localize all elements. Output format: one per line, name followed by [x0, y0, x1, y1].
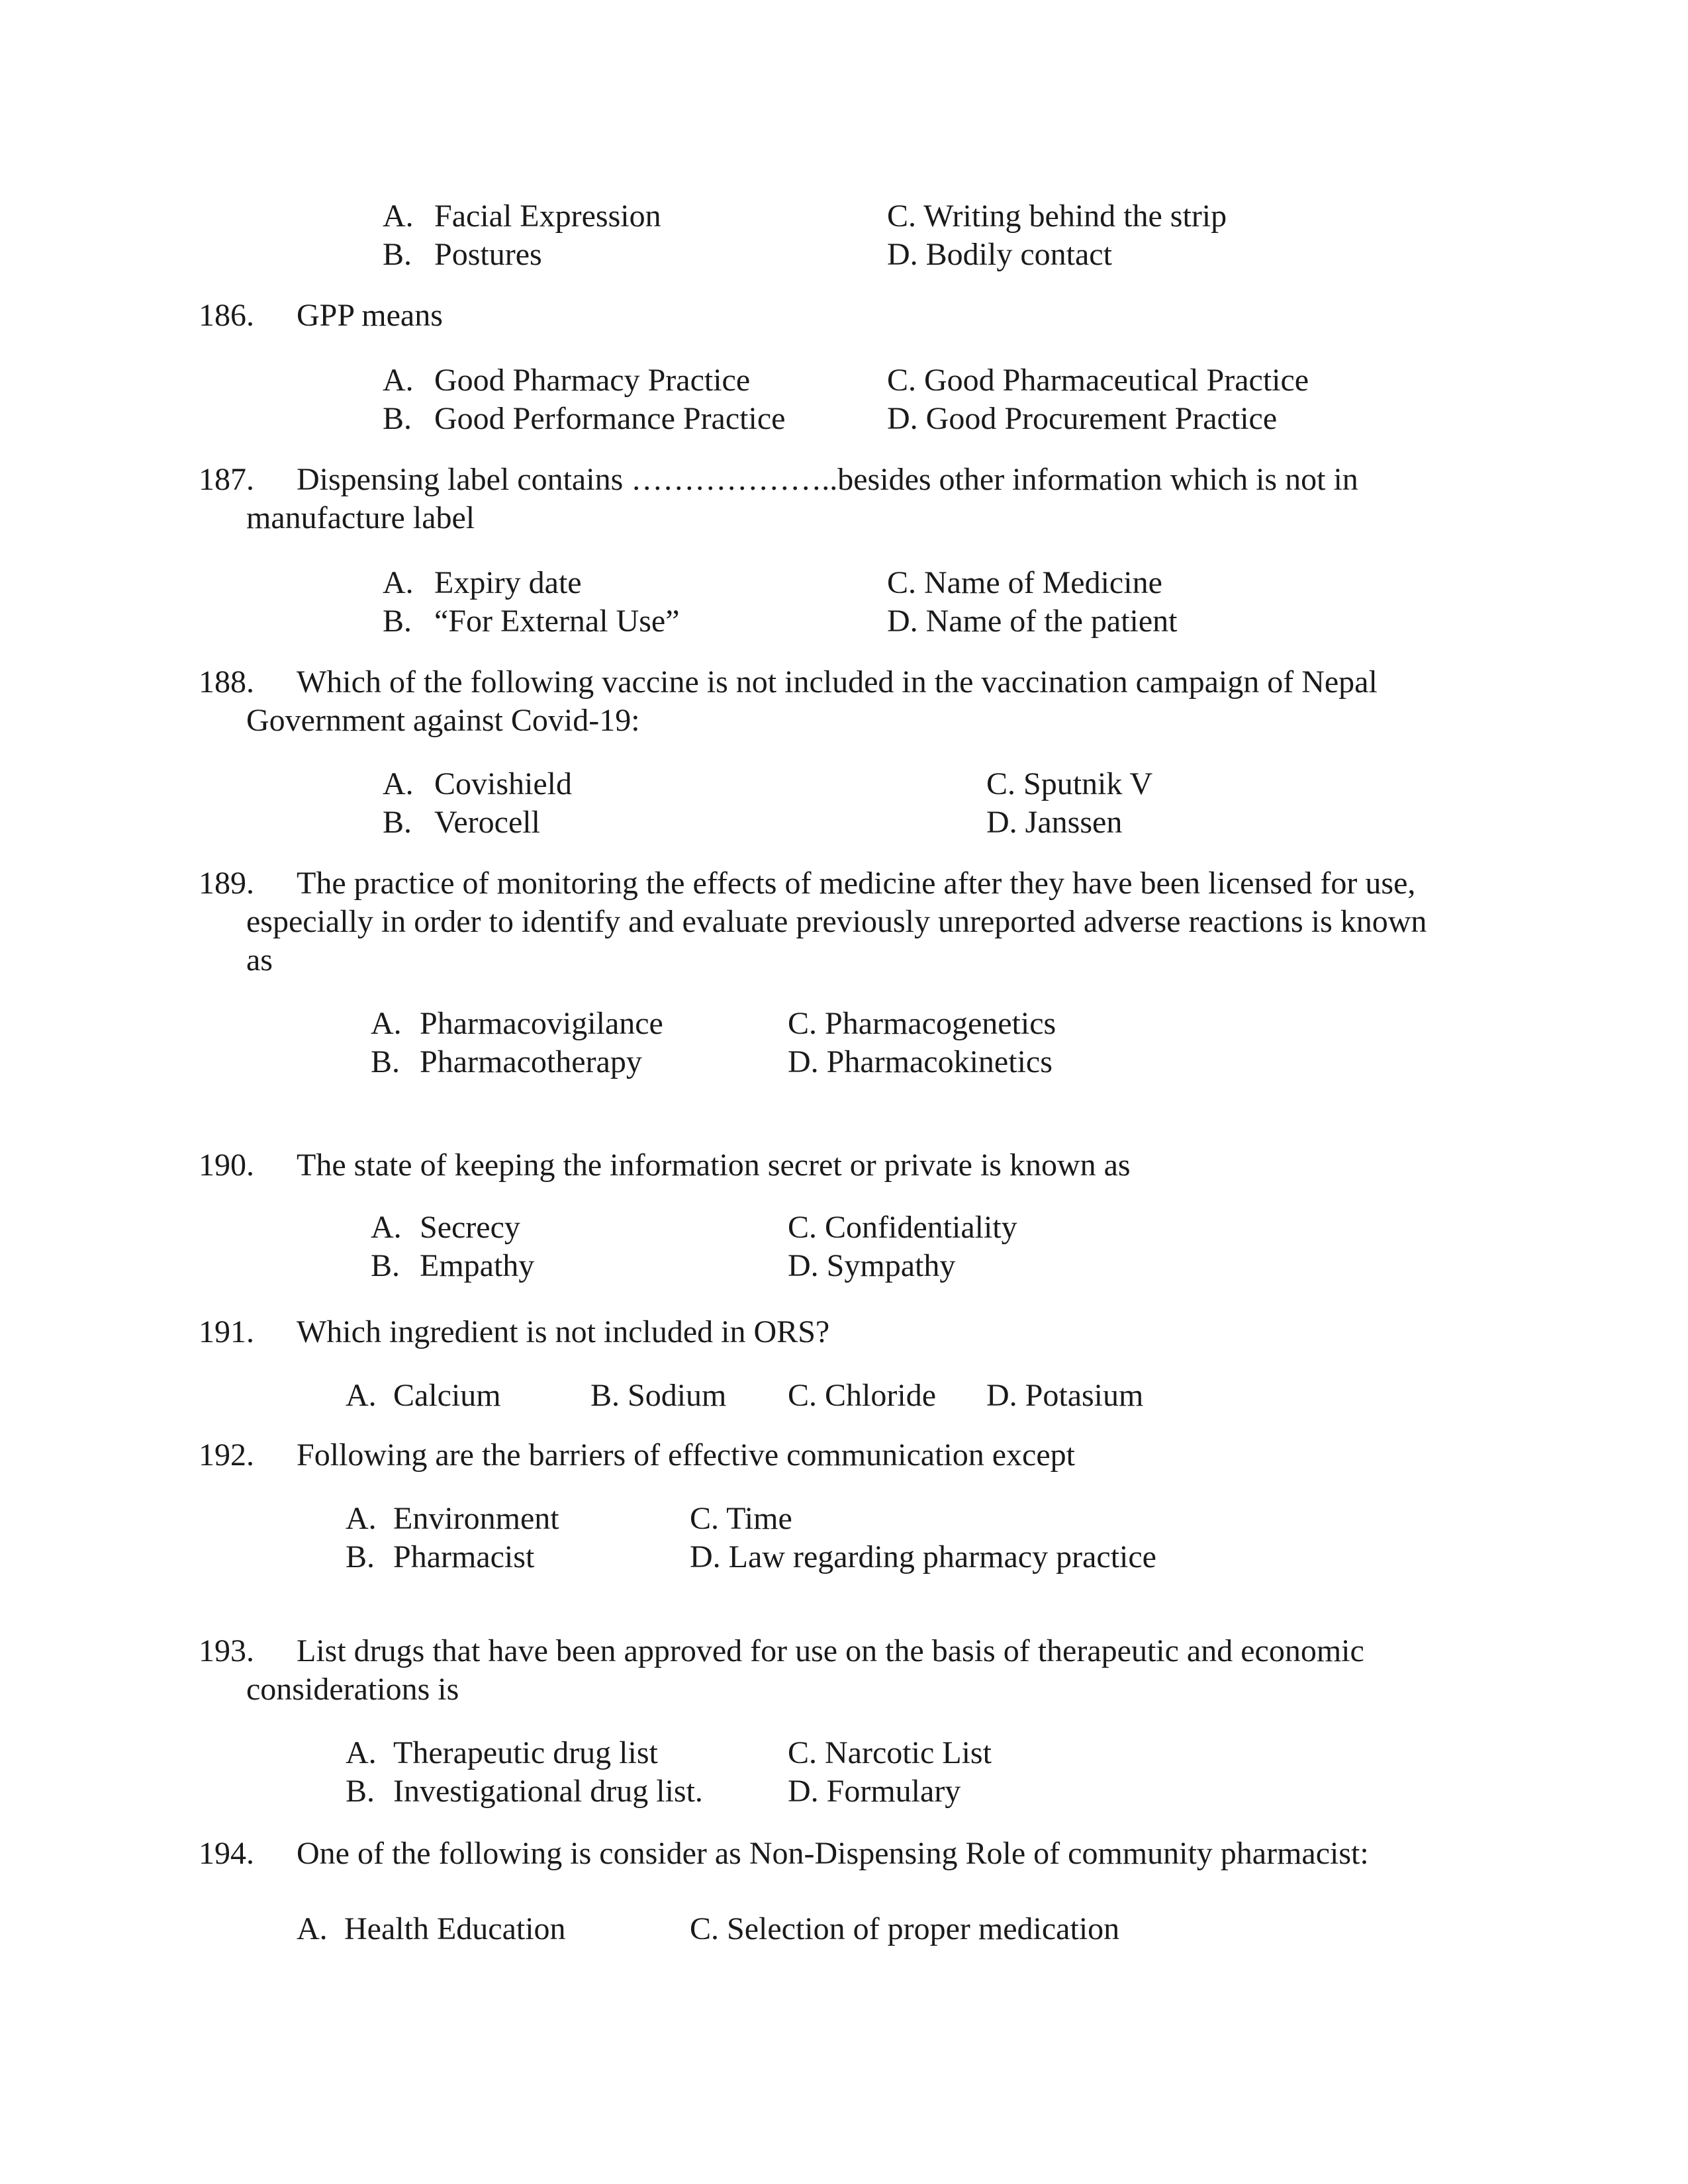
- option-d: D. Formulary: [788, 1774, 961, 1809]
- option-c: C. Good Pharmaceutical Practice: [887, 363, 1309, 398]
- option-c: C. Chloride: [788, 1378, 936, 1413]
- option-b: Postures: [434, 237, 542, 272]
- option-letter: B.: [371, 1248, 400, 1283]
- question-number: 189.: [199, 866, 254, 901]
- question-number: 187.: [199, 462, 254, 497]
- option-letter: A.: [346, 1378, 377, 1413]
- option-a: Secrecy: [420, 1210, 520, 1245]
- option-a: Calcium: [393, 1378, 501, 1413]
- option-c: C. Sputnik V: [986, 766, 1153, 801]
- option-d: D. Bodily contact: [887, 237, 1112, 272]
- option-letter: A.: [383, 766, 414, 801]
- option-c: C. Time: [690, 1501, 792, 1536]
- option-c: C. Writing behind the strip: [887, 199, 1227, 234]
- question-number: 192.: [199, 1437, 254, 1473]
- option-b: B. Sodium: [590, 1378, 727, 1413]
- question-text-line: List drugs that have been approved for use on the basis of therapeutic and economic: [297, 1633, 1364, 1668]
- option-letter: A.: [371, 1210, 402, 1245]
- question-number: 193.: [199, 1633, 254, 1668]
- option-a: Expiry date: [434, 565, 582, 600]
- option-c: C. Narcotic List: [788, 1735, 992, 1770]
- question-number: 191.: [199, 1314, 254, 1349]
- option-b: Pharmacotherapy: [420, 1044, 642, 1079]
- option-b: Investigational drug list.: [393, 1774, 703, 1809]
- question-text-line: The practice of monitoring the effects of medicine after they have been licensed for use,: [297, 866, 1416, 901]
- question-text-line: considerations is: [246, 1672, 459, 1707]
- question-number: 194.: [199, 1836, 254, 1871]
- option-b: Empathy: [420, 1248, 535, 1283]
- question-text: Which ingredient is not included in ORS?: [297, 1314, 830, 1349]
- question-text: One of the following is consider as Non-Dispensing Role of community pharmacist:: [297, 1836, 1369, 1871]
- option-letter: B.: [346, 1539, 375, 1574]
- option-letter: A.: [383, 199, 414, 234]
- option-a: Pharmacovigilance: [420, 1006, 663, 1041]
- option-b: Good Performance Practice: [434, 401, 786, 436]
- option-a: Covishield: [434, 766, 573, 801]
- question-number: 188.: [199, 664, 254, 700]
- option-letter: A.: [346, 1501, 377, 1536]
- option-letter: A.: [371, 1006, 402, 1041]
- option-d: D. Pharmacokinetics: [788, 1044, 1053, 1079]
- option-b: Pharmacist: [393, 1539, 535, 1574]
- option-a: Therapeutic drug list: [393, 1735, 658, 1770]
- option-d: D. Janssen: [986, 805, 1123, 840]
- option-letter: B.: [371, 1044, 400, 1079]
- option-letter: A.: [383, 565, 414, 600]
- option-letter: B.: [346, 1774, 375, 1809]
- option-c: C. Pharmacogenetics: [788, 1006, 1056, 1041]
- option-d: D. Law regarding pharmacy practice: [690, 1539, 1156, 1574]
- question-text-line: as: [246, 942, 273, 978]
- option-letter: B.: [383, 805, 412, 840]
- question-text-line: Government against Covid-19:: [246, 703, 640, 738]
- question-text-line: especially in order to identify and evaluate previously unreported adverse reactions is known: [246, 904, 1427, 939]
- option-letter: A.: [383, 363, 414, 398]
- option-b: “For External Use”: [434, 604, 680, 639]
- question-text-line: manufacture label: [246, 500, 475, 535]
- option-a: Environment: [393, 1501, 559, 1536]
- option-d: D. Potasium: [986, 1378, 1144, 1413]
- option-letter: B.: [383, 401, 412, 436]
- question-number: 186.: [199, 298, 254, 333]
- question-text-line: Which of the following vaccine is not included in the vaccination campaign of Nepal: [297, 664, 1378, 700]
- question-text: GPP means: [297, 298, 443, 333]
- option-letter: B.: [383, 237, 412, 272]
- question-text: The state of keeping the information secret or private is known as: [297, 1148, 1131, 1183]
- option-letter: B.: [383, 604, 412, 639]
- option-d: D. Good Procurement Practice: [887, 401, 1278, 436]
- option-a: Health Education: [344, 1911, 566, 1946]
- option-d: D. Sympathy: [788, 1248, 956, 1283]
- option-c: C. Name of Medicine: [887, 565, 1162, 600]
- option-a: Facial Expression: [434, 199, 661, 234]
- option-letter: A.: [346, 1735, 377, 1770]
- option-d: D. Name of the patient: [887, 604, 1178, 639]
- option-a: Good Pharmacy Practice: [434, 363, 751, 398]
- option-b: Verocell: [434, 805, 540, 840]
- option-c: C. Confidentiality: [788, 1210, 1017, 1245]
- question-text: Following are the barriers of effective communication except: [297, 1437, 1075, 1473]
- option-letter: A.: [297, 1911, 328, 1946]
- option-c: C. Selection of proper medication: [690, 1911, 1120, 1946]
- question-number: 190.: [199, 1148, 254, 1183]
- question-text-line: Dispensing label contains ………………..besides other information which is not in: [297, 462, 1358, 497]
